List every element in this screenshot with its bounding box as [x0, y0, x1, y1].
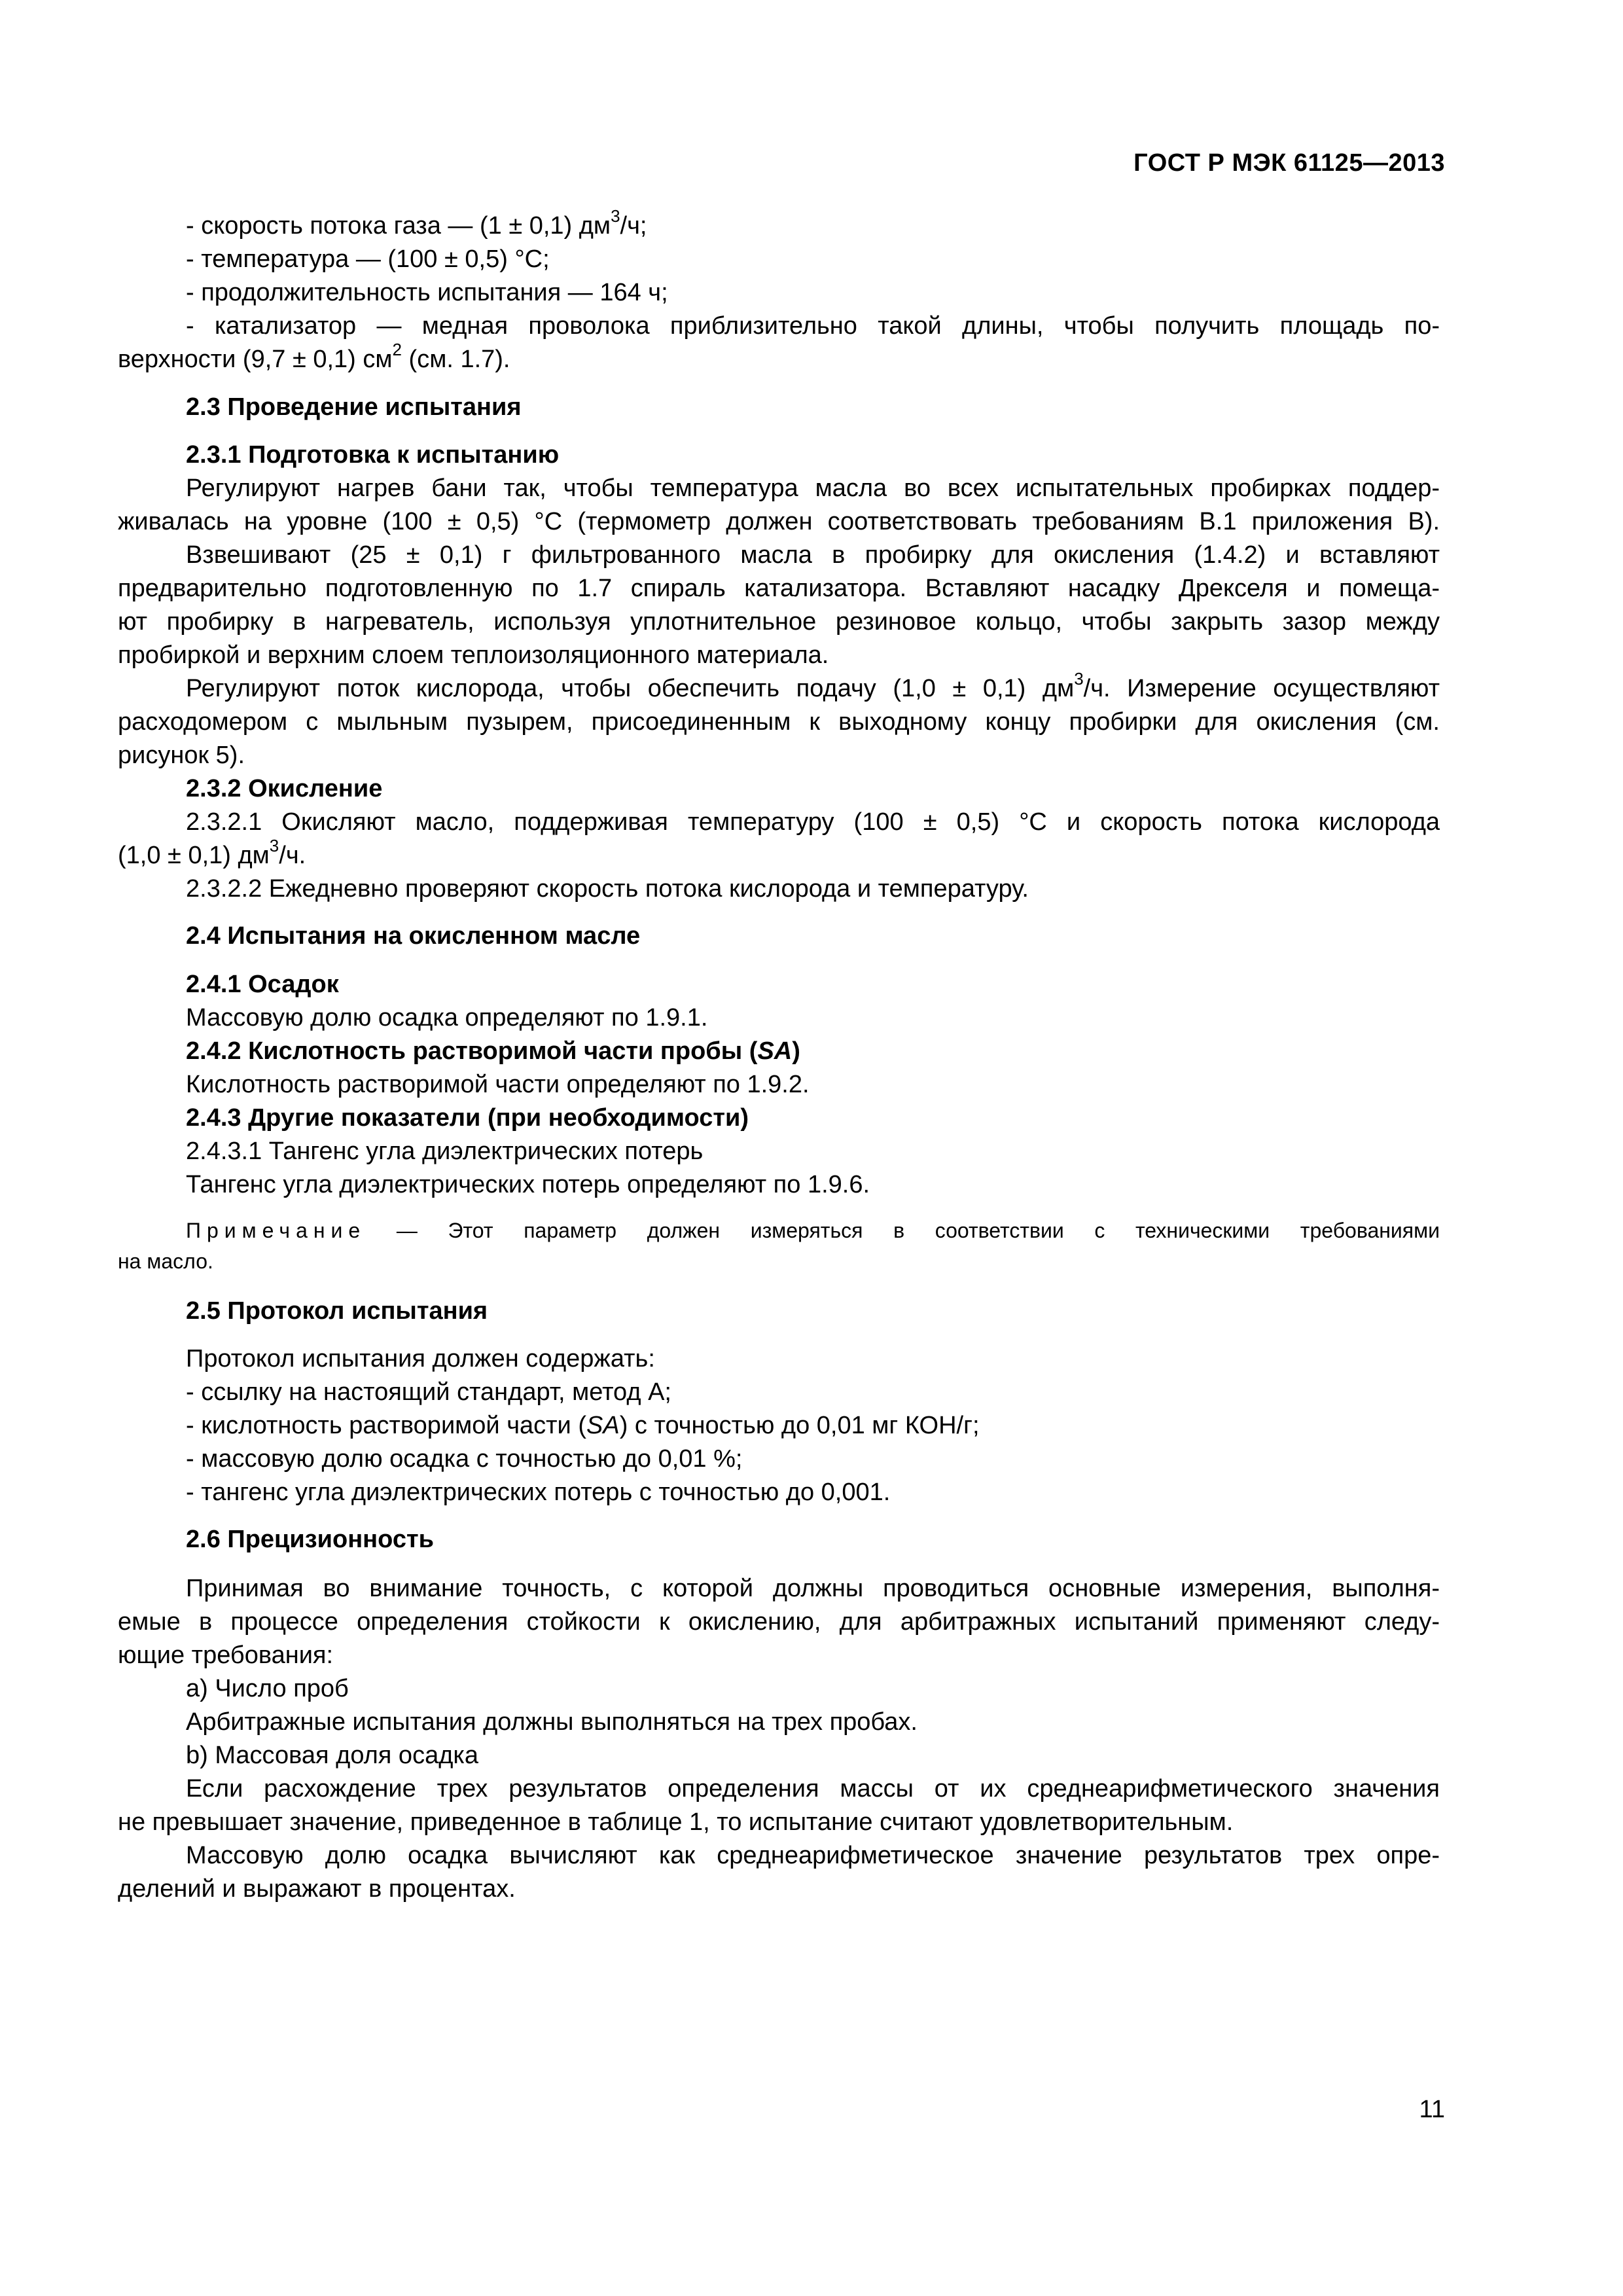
paragraph-line: b) Массовая доля осадка — [186, 1742, 478, 1769]
list-item: - массовую долю осадка с точностью до 0,01 %; — [186, 1445, 743, 1473]
standard-code-header: ГОСТ Р МЭК 61125—2013 — [1133, 149, 1445, 177]
paragraph-line: живалась на уровне (100 ± 0,5) °С (термометр должен соответствовать требованиям В.1 приложения В). — [118, 508, 1440, 535]
paragraph-line: пробиркой и верхним слоем теплоизоляционного материала. — [118, 641, 829, 669]
section-2-3-2-heading: 2.3.2 Окисление — [186, 775, 383, 802]
condition-catalyst-line1: - катализатор — медная проволока приблизительно такой длины, чтобы получить площадь по- — [186, 312, 1440, 340]
section-2-4-3-1-title: 2.4.3.1 Тангенс угла диэлектрических потерь — [186, 1138, 704, 1165]
paragraph-line: Протокол испытания должен содержать: — [186, 1345, 655, 1372]
paragraph-line: расходомером с мыльным пузырем, присоединенным к выходному концу пробирки для окисления (см. — [118, 708, 1440, 736]
paragraph-line: a) Число проб — [186, 1675, 349, 1702]
paragraph-line: предварительно подготовленную по 1.7 спираль катализатора. Вставляют насадку Дрекселя и помеща- — [118, 575, 1440, 602]
section-2-6-heading: 2.6 Прецизионность — [186, 1526, 434, 1553]
paragraph-line: Кислотность растворимой части определяют по 1.9.2. — [186, 1071, 810, 1098]
paragraph-line: рисунок 5). — [118, 742, 245, 769]
note-line1: Примечание — Этот параметр должен измеряться в соответствии с техническими требованиями — [186, 1219, 1440, 1242]
paragraph-line: Арбитражные испытания должны выполняться на трех пробах. — [186, 1708, 918, 1736]
paragraph-line: Массовую долю осадка вычисляют как среднеарифметическое значение результатов трех опре- — [186, 1842, 1440, 1869]
paragraph-line: Принимая во внимание точность, с которой должны проводиться основные измерения, выполня- — [186, 1575, 1440, 1602]
page-number: 11 — [1419, 2096, 1445, 2123]
paragraph-line: ющие требования: — [118, 1641, 334, 1669]
paragraph-line: Массовую долю осадка определяют по 1.9.1. — [186, 1004, 708, 1031]
note-label: Примечание — [186, 1219, 366, 1242]
section-2-5-heading: 2.5 Протокол испытания — [186, 1297, 488, 1325]
section-2-4-2-heading: 2.4.2 Кислотность растворимой части пробы (SA) — [186, 1037, 800, 1065]
condition-gas-flow: - скорость потока газа — (1 ± 0,1) $дм^3/ч$; — [186, 206, 647, 240]
paragraph-line: Взвешивают (25 ± 0,1) г фильтрованного масла в пробирку для окисления (1.4.2) и вставляют — [186, 541, 1440, 569]
paragraph-line: Если расхождение трех результатов определения массы от их среднеарифметического значения — [186, 1775, 1440, 1803]
list-item: - ссылку на настоящий стандарт, метод А; — [186, 1378, 671, 1406]
paragraph-line: 2.3.2.1 Окисляют масло, поддерживая температуру (100 ± 0,5) °С и скорость потока кислорода — [186, 808, 1440, 836]
list-item: - тангенс угла диэлектрических потерь с точностью до 0,001. — [186, 1479, 891, 1506]
section-2-4-3-heading: 2.4.3 Другие показатели (при необходимости) — [186, 1104, 749, 1132]
condition-duration: - продолжительность испытания — 164 ч; — [186, 279, 668, 306]
paragraph-line: ют пробирку в нагреватель, используя уплотнительное резиновое кольцо, чтобы закрыть зазор между — [118, 608, 1440, 636]
paragraph-line: (1,0 ± 0,1) $дм^3/ч$. — [118, 836, 306, 869]
paragraph-line: 2.3.2.2 Ежедневно проверяют скорость потока кислорода и температуру. — [186, 875, 1029, 903]
paragraph-line: Тангенс угла диэлектрических потерь определяют по 1.9.6. — [186, 1171, 870, 1198]
condition-catalyst-line2: верхности (9,7 ± 0,1) $см^2$ (см. 1.7). — [118, 340, 510, 373]
paragraph-line: Регулируют нагрев бани так, чтобы температура масла во всех испытательных пробирках поддер- — [186, 475, 1440, 502]
section-2-4-1-heading: 2.4.1 Осадок — [186, 971, 339, 998]
condition-temperature: - температура — (100 ± 0,5) °С; — [186, 245, 550, 273]
section-2-4-heading: 2.4 Испытания на окисленном масле — [186, 922, 641, 950]
section-2-3-heading: 2.3 Проведение испытания — [186, 393, 522, 421]
section-2-3-1-heading: 2.3.1 Подготовка к испытанию — [186, 441, 560, 469]
paragraph-line: делений и выражают в процентах. — [118, 1875, 516, 1903]
paragraph-line: емые в процессе определения стойкости к окислению, для арбитражных испытаний применяют следу- — [118, 1608, 1440, 1636]
list-item: - кислотность растворимой части (SA) с точностью до 0,01 мг КОН/г; — [186, 1412, 980, 1439]
note-line2: на масло. — [118, 1249, 213, 1273]
paragraph-line: не превышает значение, приведенное в таблице 1, то испытание считают удовлетворительным. — [118, 1808, 1234, 1836]
paragraph-line: Регулируют поток кислорода, чтобы обеспечить подачу (1,0 ± 0,1) $дм^3/ч$. Измерение осуществляют — [186, 669, 1440, 702]
